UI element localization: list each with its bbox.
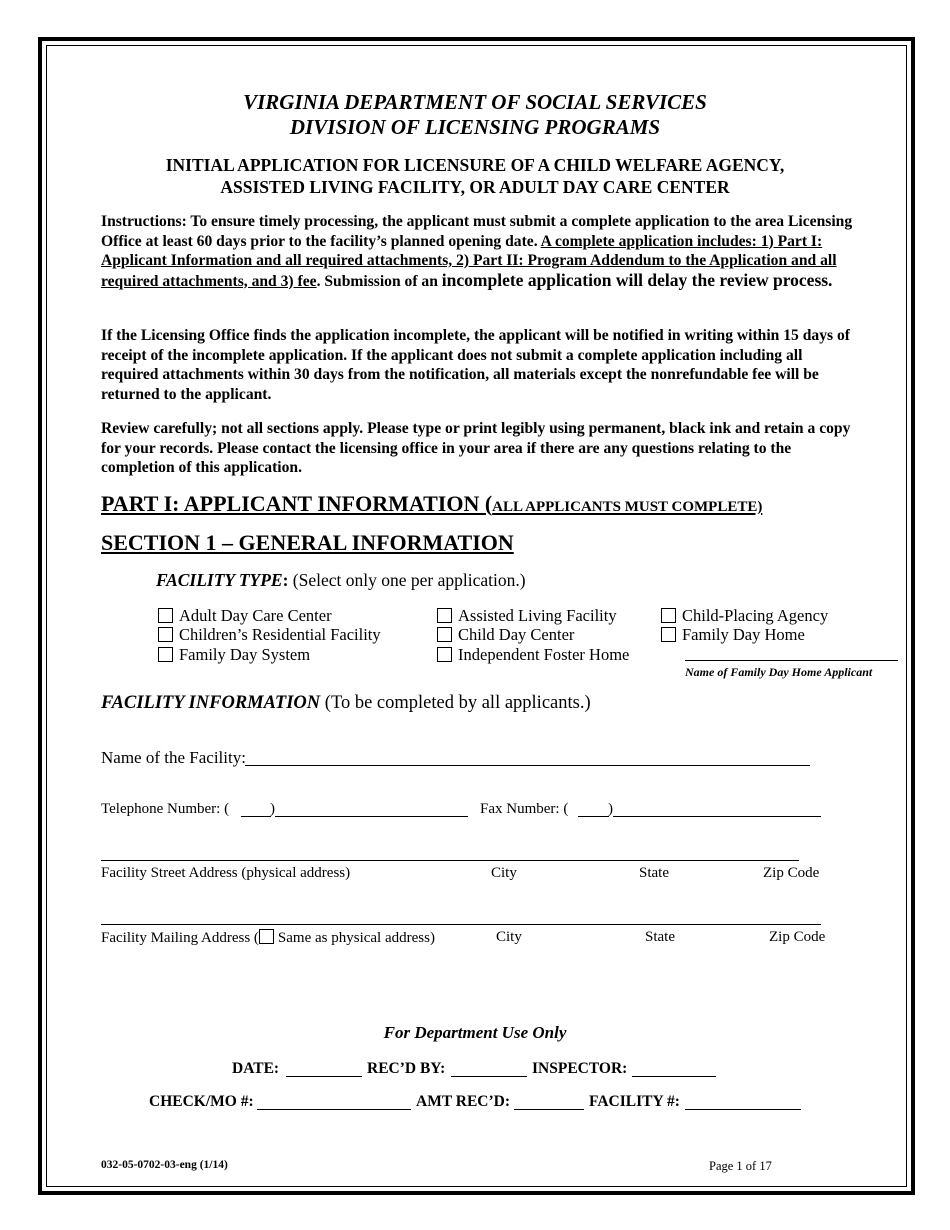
checkbox[interactable] (158, 608, 173, 623)
dept-amt-label: AMT REC’D: (416, 1093, 510, 1110)
option-label: Family Day Home (682, 625, 805, 644)
dept-amt-field[interactable] (514, 1109, 584, 1110)
instructions-paragraph-3: Review carefully; not all sections apply. Please type or print legibly using permanent, black ink and retain a copy for your records. Please contact the licensing office in your area if there are any questions relating to the completion of this application. (101, 420, 851, 476)
mailing-address-field[interactable] (101, 924, 821, 925)
option-label: Child Day Center (458, 625, 575, 644)
facility-info-note: (To be completed by all applicants.) (320, 693, 591, 713)
telephone-number-field[interactable] (275, 816, 468, 817)
facility-type-heading (156, 570, 526, 591)
instructions-lead: Instructions: To ensure timely processing, the applicant must submit a complete application to the area Licensing Office at least 60 days prior to the facility’s planned opening date. (101, 213, 853, 250)
checkbox[interactable] (661, 627, 676, 642)
mailing-address-text: Facility Mailing Address ( (101, 930, 259, 946)
telephone-label: Telephone Number: ( (101, 801, 230, 817)
fax-area-code-field[interactable] (578, 816, 609, 817)
facility-type-note: (Select only one per application.) (288, 570, 526, 590)
mailing-state-label: State (645, 929, 675, 945)
form-id: 032-05-0702-03-eng (1/14) (101, 1159, 228, 1171)
section1-heading: SECTION 1 – GENERAL INFORMATION (101, 530, 514, 555)
checkbox[interactable] (437, 647, 452, 662)
mailing-address-label (101, 929, 435, 947)
option-label: Children’s Residential Facility (179, 625, 381, 644)
family-day-home-applicant-line[interactable] (685, 660, 898, 661)
option-label: Independent Foster Home (458, 645, 630, 664)
street-address-label: Facility Street Address (physical address) (101, 865, 351, 881)
dept-recd-by-label: REC’D BY: (367, 1060, 446, 1077)
street-address-field[interactable] (101, 860, 799, 861)
dept-facility-no-field[interactable] (685, 1109, 801, 1110)
telephone-paren-close: ) (270, 801, 275, 817)
dept-date-field[interactable] (286, 1076, 362, 1077)
checkbox[interactable] (158, 627, 173, 642)
fax-label: Fax Number: ( (480, 801, 569, 817)
street-state-label: State (639, 865, 669, 881)
instructions-paragraph-2: If the Licensing Office finds the application incomplete, the applicant will be notified in writing within 15 days of receipt of the incomplete application. If the applicant does not submit a complete application including all required attachments within 30 days from the notification, all materials except the nonrefundable fee will be returned to the applicant. (101, 327, 850, 403)
part1-heading (101, 491, 762, 517)
facility-name-field[interactable] (245, 765, 810, 766)
option-family-day-system[interactable] (158, 645, 310, 665)
option-child-day-center[interactable] (437, 625, 574, 645)
facility-type-label: FACILITY TYPE (156, 570, 283, 590)
facility-type-colon: : (282, 570, 289, 590)
mailing-zip-label: Zip Code (769, 929, 826, 945)
instructions-submission: . Submission of an (316, 272, 442, 290)
dept-check-field[interactable] (257, 1109, 411, 1110)
option-label: Assisted Living Facility (458, 606, 617, 625)
checkbox[interactable] (158, 647, 173, 662)
option-label: Child-Placing Agency (682, 606, 829, 625)
option-assisted-living-facility[interactable] (437, 606, 617, 626)
same-as-physical-label: Same as physical address) (277, 930, 435, 946)
option-label: Adult Day Care Center (179, 606, 332, 625)
agency-name: VIRGINIA DEPARTMENT OF SOCIAL SERVICES (243, 90, 707, 114)
complete-application-requirements: A complete application includes: 1) Part I: Applicant Information and all required attachments, 2) Part II: Program Addendum to the Application and all required attachments, and 3) fee (101, 232, 837, 290)
fax-paren-close: ) (608, 801, 613, 817)
department-use-title: For Department Use Only (383, 1023, 567, 1042)
street-city-label: City (491, 865, 517, 881)
option-adult-day-care-center[interactable] (158, 606, 332, 626)
option-label: Family Day System (179, 645, 311, 664)
part1-note: ALL APPLICANTS MUST COMPLETE) (492, 499, 763, 515)
option-family-day-home[interactable] (661, 625, 805, 645)
instructions-incomplete-warning: incomplete application will delay the review process. (441, 269, 833, 290)
option-child-placing-agency[interactable] (661, 606, 828, 626)
division-name: DIVISION OF LICENSING PROGRAMS (289, 115, 661, 139)
mailing-city-label: City (496, 929, 522, 945)
dept-inspector-label: INSPECTOR: (532, 1060, 628, 1077)
same-as-physical-checkbox[interactable] (259, 929, 274, 944)
checkbox[interactable] (437, 627, 452, 642)
instructions-paragraph-1 (101, 212, 853, 291)
form-title-line1: INITIAL APPLICATION FOR LICENSURE OF A CHILD WELFARE AGENCY, (165, 155, 785, 175)
street-zip-label: Zip Code (763, 865, 820, 881)
facility-info-label: FACILITY INFORMATION (101, 693, 321, 713)
dept-date-label: DATE: (232, 1060, 280, 1077)
dept-facility-no-label: FACILITY #: (589, 1093, 680, 1110)
checkbox[interactable] (661, 608, 676, 623)
form-title-line2: ASSISTED LIVING FACILITY, OR ADULT DAY CARE CENTER (220, 177, 730, 197)
dept-recd-by-field[interactable] (451, 1076, 527, 1077)
facility-info-heading (101, 693, 591, 714)
option-childrens-residential-facility[interactable] (158, 625, 381, 645)
facility-name-label: Name of the Facility: (101, 748, 246, 767)
fax-number-field[interactable] (613, 816, 821, 817)
telephone-area-code-field[interactable] (241, 816, 271, 817)
family-day-home-applicant-caption: Name of Family Day Home Applicant (685, 665, 873, 679)
dept-check-label: CHECK/MO #: (149, 1093, 254, 1110)
part1-label: PART I: APPLICANT INFORMATION ( (101, 491, 493, 516)
option-independent-foster-home[interactable] (437, 645, 629, 665)
page-number: Page 1 of 17 (709, 1159, 772, 1173)
dept-inspector-field[interactable] (632, 1076, 716, 1077)
checkbox[interactable] (437, 608, 452, 623)
